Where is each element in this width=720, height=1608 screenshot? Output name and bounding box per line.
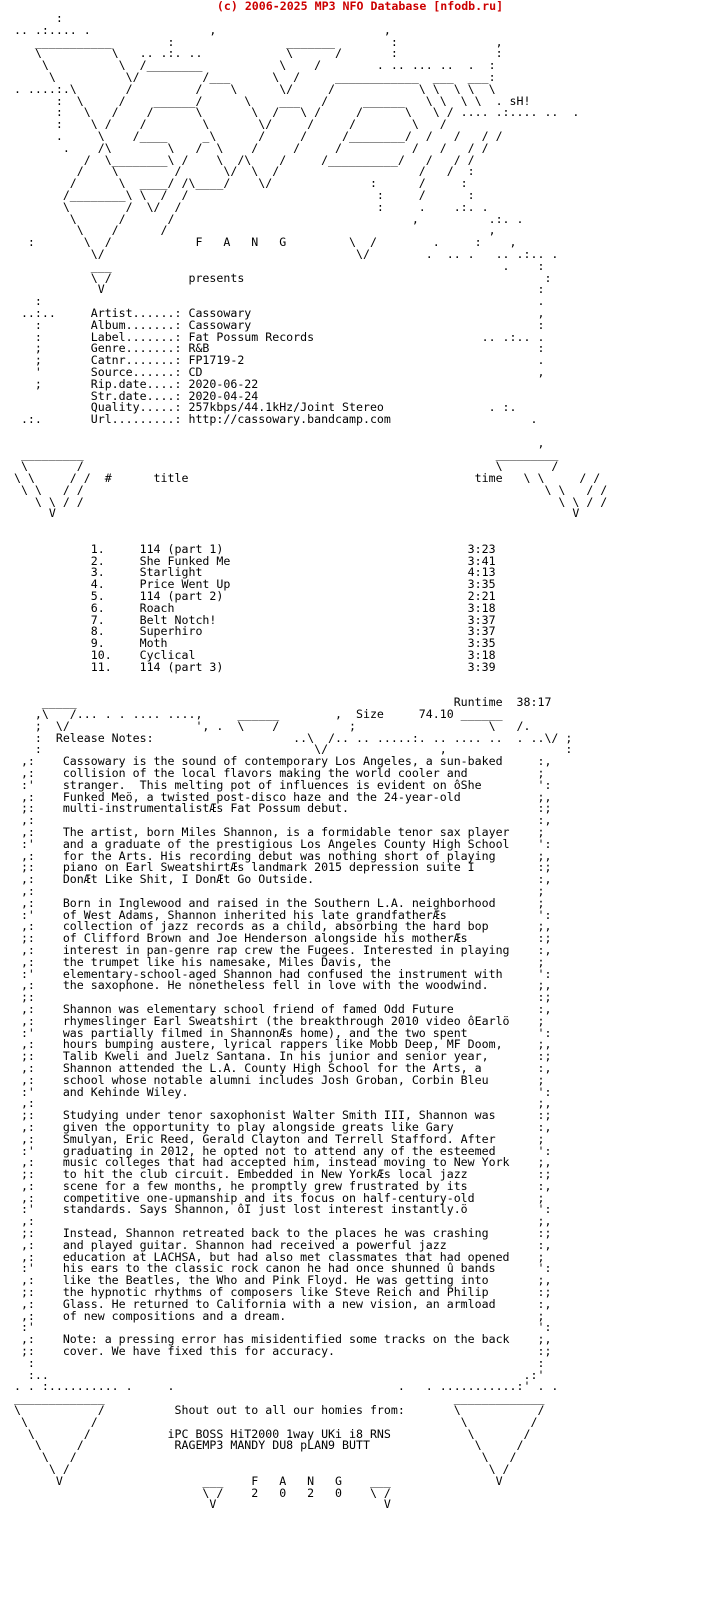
notes-line: :.. .:' [27, 1367, 545, 1382]
notes-line: ,: DonÆt Like Shit, I DonÆt Go Outside. :, [20, 872, 552, 887]
lines-line: : \ / ______/ \ ___ / ______ \ \ \ \ . sH! [55, 93, 531, 108]
lines-line: / \ ____/ /\____/ \/ : / : [69, 176, 468, 191]
notes-line: ,: The artist, born Miles Shannon, is a formidable tenor sax player ; [20, 824, 545, 839]
lines-line: /________\ \ / / : / : [62, 187, 475, 202]
notes-line: ,: competitive one-upmanship and its focus on half-century-old ; [20, 1190, 545, 1205]
lines-line: 6. Roach 3:18 [90, 600, 496, 615]
lines-line: 11. 114 (part 3) 3:39 [90, 659, 496, 674]
notes-line: ,: rhymeslinger Earl Sweatshirt (the breakthrough 2010 video ôEarlö ; [20, 1013, 545, 1028]
lines-line: Str.date....: 2020-04-24 [90, 388, 259, 403]
lines-line: . ....:.\ / / \ \/ / \ \ \ \ \ [13, 81, 496, 96]
lines-line: : \ / / \ \/ / / \ / [55, 117, 447, 132]
lines-line: ; Catnr.......: FP1719-2 . [34, 353, 545, 368]
notes-line: :' his ears to the classic rock canon he had once shunned û bands ': [20, 1261, 552, 1276]
notes-line: ,: Note: a pressing error has misidentified some tracks on the back ;, [20, 1332, 552, 1347]
notes-line: :' stranger. This melting pot of influences is evident on ôShe ': [20, 777, 552, 792]
notes-line: \ / Shout out to all our homies from: \ / [13, 1403, 545, 1418]
lines-line: \ \/ /___ \ / ____________ ___ ___: [48, 69, 496, 84]
notes-line: ,: collision of the local flavors making the world cooler and ; [20, 766, 545, 780]
notes-line: ,: education at LACHSA, but had also met classmates that had opened ; [20, 1249, 545, 1264]
notes-line: ,: the saxophone. He nonetheless fell in love with the woodwind. ;, [20, 978, 552, 993]
notes-line: ;: of Clifford Brown and Joe Henderson alongside his motherÆs :; [20, 931, 552, 946]
lines-line: : [55, 13, 63, 25]
lines-line: \/ \/ . .. . .. .:.. . [90, 246, 559, 261]
lines-line: ,\ /... . . .... ...., ______ , Size 74.10 ______ [34, 707, 503, 722]
notes-line: ,: Cassowary is the sound of contemporary Los Angeles, a sun-baked :, [20, 754, 552, 769]
lines-line: 9. Moth 3:35 [90, 636, 496, 651]
lines-line: ..:.. Artist......: Cassowary , [20, 305, 545, 320]
lines-line: : . [34, 294, 545, 309]
lines-line: . /\ \ / \ / / / / / / / [62, 140, 489, 155]
notes-line: ,: like the Beatles, the Who and Pink Floyd. He was getting into ;, [20, 1273, 552, 1288]
notes-line: ,: and played guitar. Shannon had received a powerful jazz :, [20, 1237, 552, 1252]
notes-line: \ / RAGEMP3 MANDY DU8 pLAN9 BUTT \ / [34, 1438, 524, 1453]
lines-line: 1. 114 (part 1) 3:23 [90, 541, 496, 556]
notes-line: ,: :, [20, 813, 552, 828]
notes-line: ,: Shannon attended the L.A. County High School for the Arts, a :, [20, 1060, 552, 1075]
notes-line: :' and a graduate of the prestigious Los Angeles County High School ': [20, 836, 552, 851]
notes-line: ,: music colleges that had accepted him, instead moving to New York ;, [20, 1155, 552, 1170]
lines-line: . \ /____ _\ / / /________/ / / / / [55, 128, 503, 143]
lines-line: : Album.......: Cassowary : [34, 317, 545, 332]
notes-line: ;: multi-instrumentalistÆs Fat Possum debut. :; [20, 801, 552, 816]
lines-line: .. .:.... . , , [13, 22, 391, 37]
notes-line: V V [209, 1497, 391, 1512]
lines-line: , [537, 435, 545, 450]
lines-line: \ / presents : [90, 270, 552, 285]
lines-line: _________ _________ [20, 447, 559, 462]
notes-line: ,: the trumpet like his namesake, Miles Davis, the ; [20, 954, 545, 969]
lines-line: \ \ / / \ \ / / [34, 494, 608, 509]
notes-line: :' of West Adams, Shannon inherited his late grandfatherÆs ': [20, 907, 552, 922]
notes-line: \ / \ / [48, 1462, 510, 1477]
notes-line: ,: Glass. He returned to California with a new vision, an armload :, [20, 1296, 552, 1311]
notes-line: ,: interest in pan-genre rap crew the Fugees. Interested in playing :, [20, 942, 552, 957]
notes-line: ,: school whose notable alumni includes Josh Groban, Corbin Bleu ; [20, 1072, 545, 1087]
lines-line: \ \ /________ \ / . .. ... .. . : [41, 58, 496, 73]
notes-line: ,: ; [20, 883, 545, 898]
notes-line: V ___ F A N G ___ V [55, 1473, 503, 1488]
lines-line: ; Rip.date....: 2020-06-22 [34, 376, 259, 391]
notes-line: ;: cover. We have fixed this for accuracy. :; [20, 1344, 552, 1359]
notes-line: :' graduating in 2012, he opted not to attend any of the esteemed ': [20, 1143, 552, 1158]
lines-line: 7. Belt Notch! 3:37 [90, 612, 496, 627]
notes-line: :' elementary-school-aged Shannon had confused the instrument with ': [20, 966, 552, 981]
lines-line: \ / \/ / : . .:. . [62, 199, 489, 214]
lines-line: 10. Cyclical 3:18 [90, 648, 496, 663]
notes-line: :' and Kehinde Wiley. ': [20, 1084, 552, 1099]
notes-line: ;: Talib Kweli and Juelz Santana. In his junior and senior year, :; [20, 1049, 552, 1064]
lines-line: / \ / \/ \ / / / : [76, 164, 475, 179]
lines-line: \ \ / / # title time \ \ / / [13, 471, 601, 486]
lines-line: : \/ , : [34, 742, 573, 757]
notes-line: ,: Smulyan, Eric Reed, Gerald Clayton and Terrell Stafford. After ; [20, 1131, 545, 1146]
lines-line: 8. Superhiro 3:37 [90, 624, 496, 639]
notes-line: \ / iPC BOSS HiT2000 1way UKi i8 RNS \ / [27, 1426, 531, 1441]
lines-line: ; \/ ', . \ / ; \ /. [34, 718, 531, 733]
lines-line: : \ / F A N G \ / . : , [27, 235, 517, 250]
lines-line: Quality.....: 257kbps/44.1kHz/Joint Stereo . :. [90, 400, 517, 415]
notes-line: ,: Born in Inglewood and raised in the Southern L.A. neighborhood ; [20, 895, 545, 910]
notes-line: \ / \ / [41, 1450, 517, 1465]
lines-line: : Label.......: Fat Possum Records .. .:.. . [34, 329, 545, 344]
notes-line: ,: collection of jazz records as a child, absorbing the hard bop ;, [20, 919, 552, 934]
lines-line: \ / / , .:. . [69, 211, 524, 226]
nfo-release-notes-section [0, 754, 558, 1511]
lines-line: .:. Url.........: http://cassowary.bandcamp.com . [20, 412, 538, 427]
nfodb-credit-header: (c) 2006-2025 MP3 NFO Database [nfodb.ru] [216, 0, 504, 13]
lines-line: ___ . : [90, 258, 545, 273]
lines-line: ; Genre.......: R&B : [34, 341, 545, 356]
notes-line: :' ': [20, 1320, 552, 1335]
nfo-text-body [0, 13, 720, 1511]
lines-line: : \ / / \ \ / \ / / \ \ / .... .:.... .. . [55, 105, 580, 120]
nfo-header-section [0, 13, 607, 756]
notes-line: ,: Shannon was elementary school friend of famed Odd Future :, [20, 1001, 552, 1016]
notes-line: ,: Funked Meö, a twisted post-disco haze and the 24-year-old ;, [20, 789, 552, 804]
notes-line: ;: the hypnotic rhythms of composers like Steve Reich and Philip :; [20, 1285, 552, 1300]
lines-line: \ / / , [76, 223, 496, 238]
lines-line: 4. Price Went Up 3:35 [90, 577, 496, 592]
notes-line: ,: scene for a few months, he promptly grew frustrated by its :, [20, 1178, 552, 1193]
notes-line: ;: piano on Earl SweatshirtÆs landmark 2015 depression suite I :; [20, 860, 552, 875]
notes-line: ,: given the opportunity to play alongside greats like Gary :, [20, 1119, 552, 1134]
lines-line: ___________ : _______ : , [34, 34, 503, 49]
notes-line: ;: Instead, Shannon retreated back to the places he was crashing :; [20, 1226, 552, 1241]
notes-line: : : [27, 1355, 545, 1370]
notes-line: :' standards. Says Shannon, ôI just lost interest instantly.ö ': [20, 1202, 552, 1217]
lines-line: : Release Notes: ..\ /.. .. .....:. .. .... .. . ..\/ ; [34, 730, 573, 745]
lines-line: 3. Starlight 4:13 [90, 565, 496, 580]
notes-line: ,: hours bumping austere, lyrical rappers like Mobb Deep, MF Doom, ;, [20, 1037, 552, 1052]
lines-line: \ \ / / \ \ / / [20, 482, 608, 497]
lines-line: ' Source......: CD , [34, 364, 545, 379]
lines-line: / \________\ / \ /\ / /__________/ / / / [83, 152, 475, 167]
lines-line: V V [48, 506, 580, 521]
notes-line: . . :.......... . . . . ...........:' . . [13, 1379, 559, 1394]
notes-line: ,: for the Arts. His recording debut was nothing short of playing ;, [20, 848, 552, 863]
notes-line: \ / 2 0 2 0 \ / [202, 1485, 391, 1500]
lines-line: \ / \ / [20, 459, 559, 474]
notes-line: ;: Studying under tenor saxophonist Walter Smith III, Shannon was :; [20, 1108, 552, 1123]
lines-line: 2. She Funked Me 3:41 [90, 553, 496, 568]
notes-line: \ / \ / [20, 1414, 538, 1429]
lines-line: V : [97, 282, 545, 297]
lines-line: \ \ .. .:. .. \ / : : [34, 46, 503, 61]
notes-line: ,: ;, [20, 1096, 552, 1111]
lines-line: _____ Runtime 38:17 [41, 695, 552, 710]
notes-line: ,: of new compositions and a dream. ; [20, 1308, 545, 1323]
notes-line: _____________ _____________ [13, 1391, 545, 1406]
notes-line: ;: :; [20, 990, 552, 1005]
notes-line: :' was partially filmed in ShannonÆs home), and the two spent ': [20, 1025, 552, 1040]
lines-line: 5. 114 (part 2) 2:21 [90, 589, 496, 604]
notes-line: ;: to hit the club circuit. Embedded in New YorkÆs local jazz :; [20, 1167, 552, 1182]
notes-line: ,: ;, [20, 1214, 552, 1229]
